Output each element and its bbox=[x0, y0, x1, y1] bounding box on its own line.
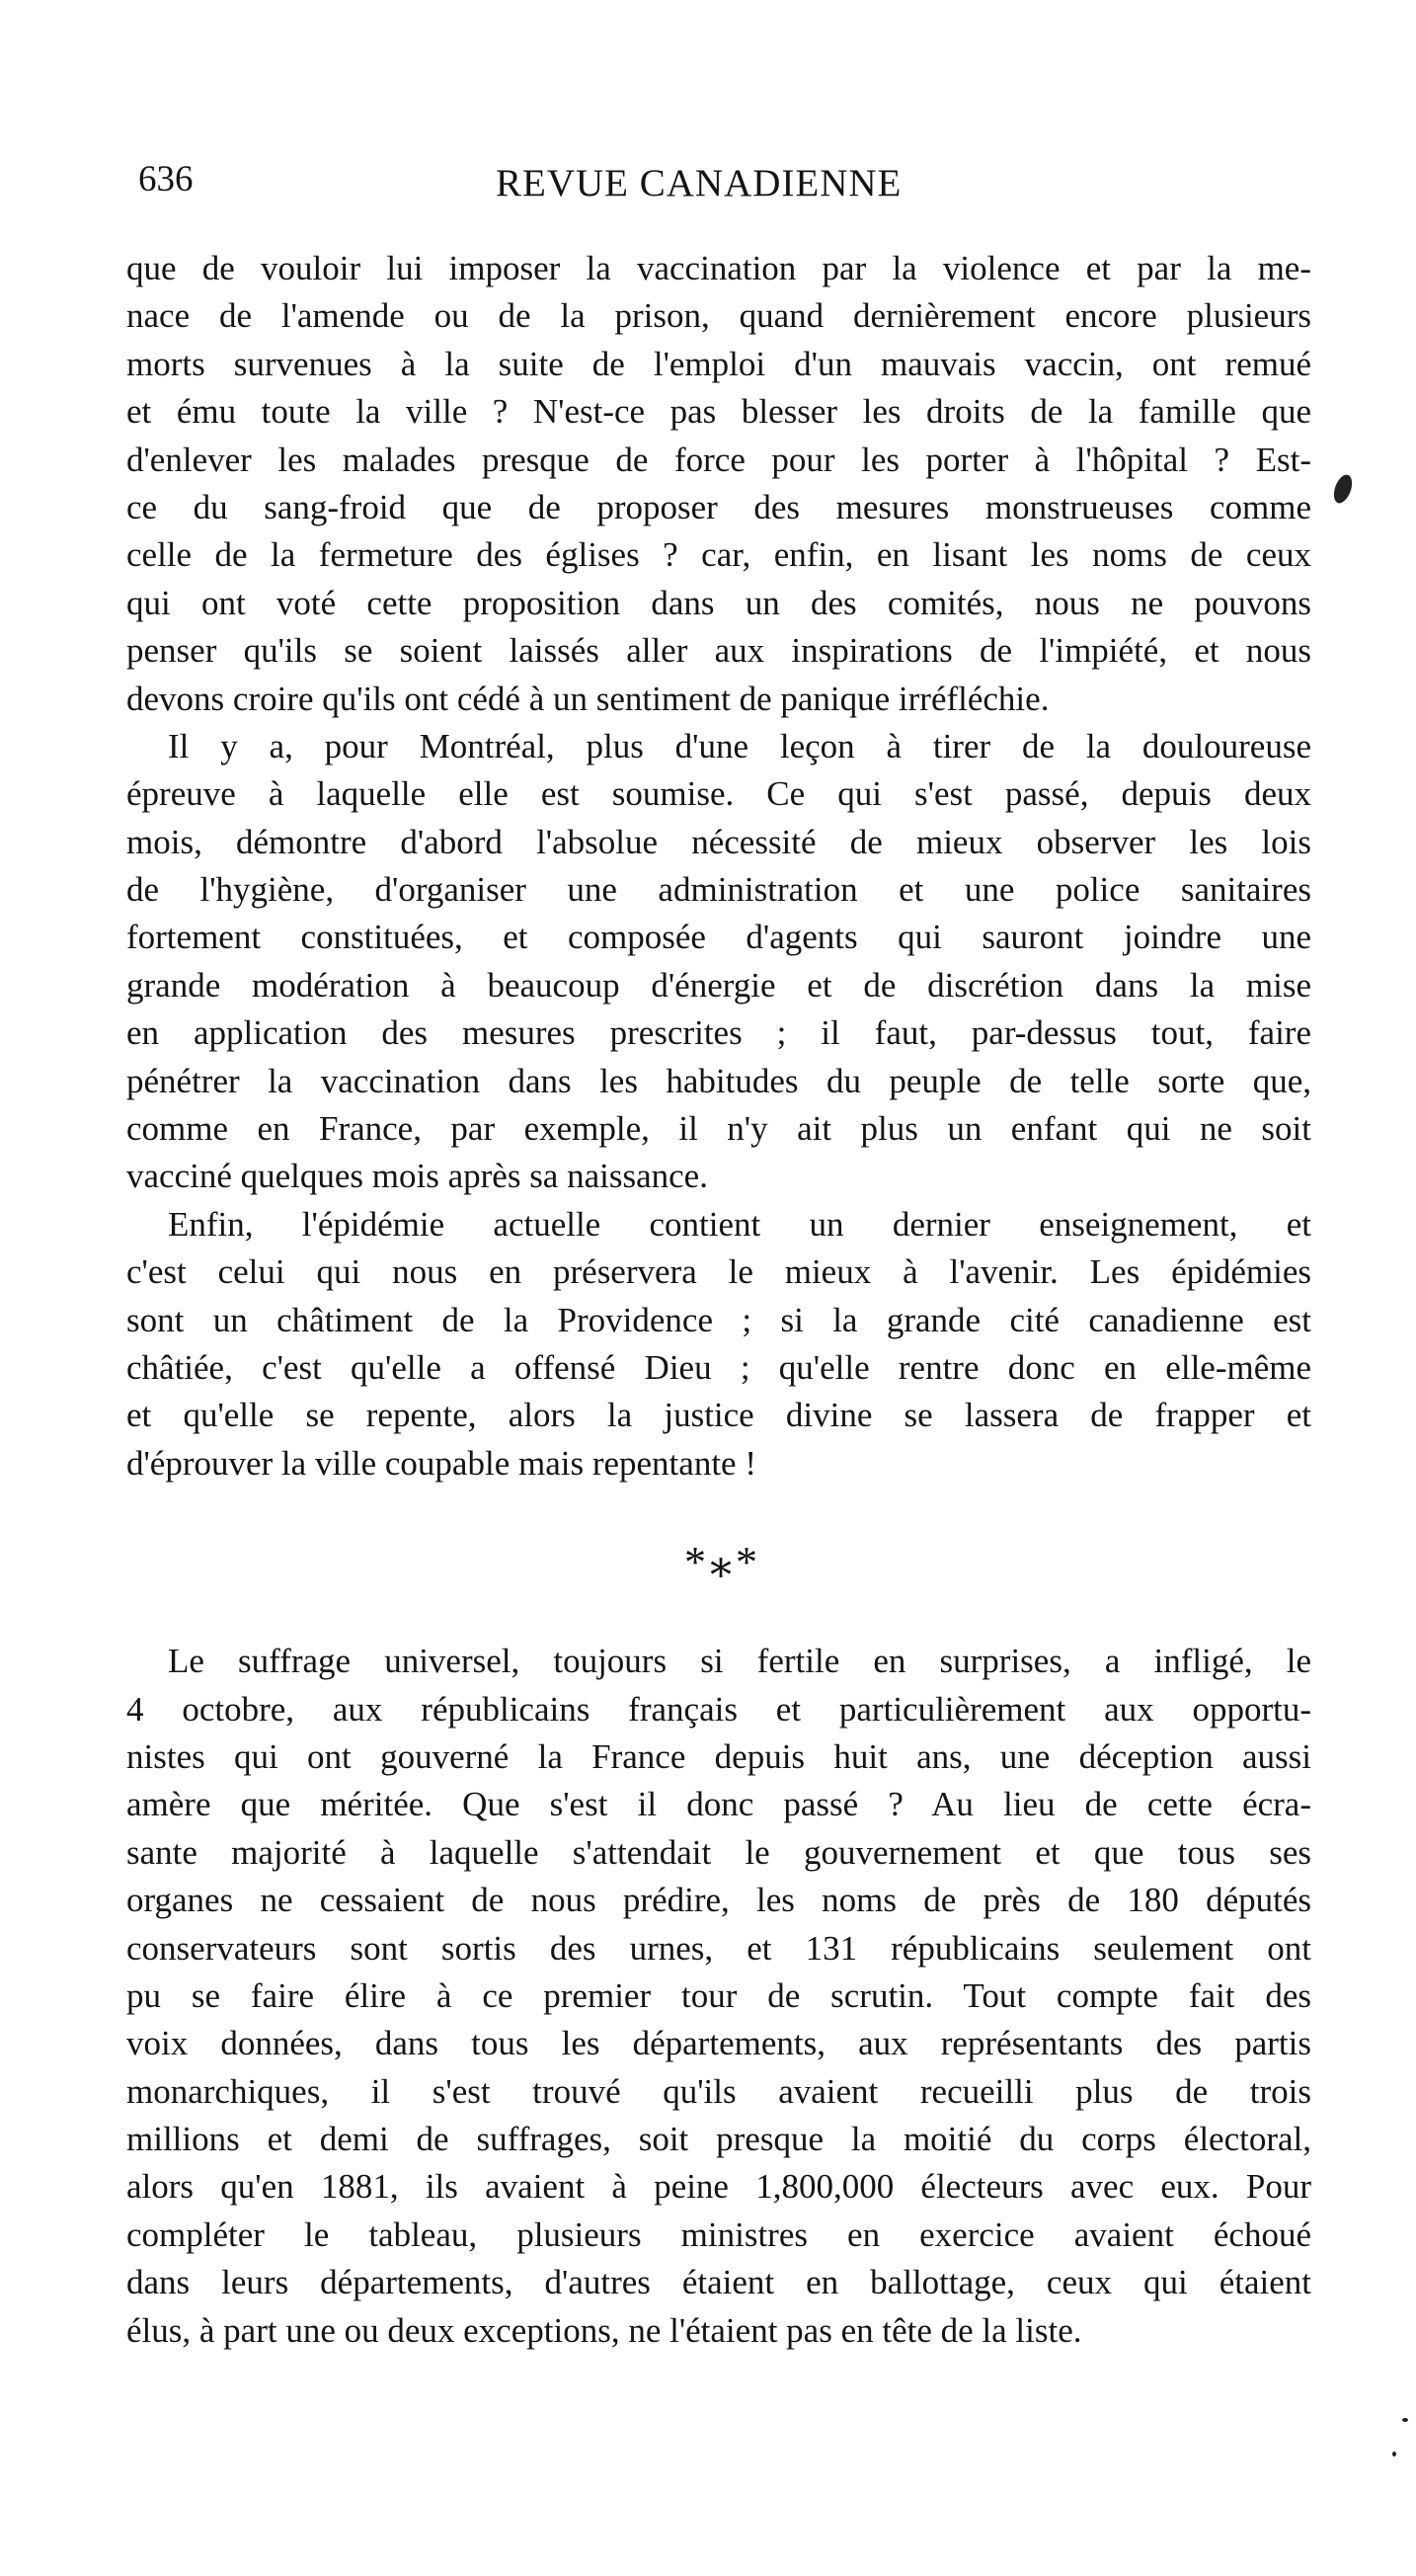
text-line: penser qu'ils se soient laissés aller aux inspirations de l'impiété, et nous bbox=[126, 631, 1311, 671]
text-line: Il y a, pour Montréal, plus d'une leçon à tirer de la douloureuse bbox=[168, 726, 1311, 765]
text-line: mois, démontre d'abord l'absolue nécessité de mieux observer les lois bbox=[126, 822, 1311, 861]
text-line: élus, à part une ou deux exceptions, ne l'étaient pas en tête de la liste. bbox=[126, 2310, 1082, 2350]
text-line: ce du sang-froid que de proposer des mesures monstrueuses comme bbox=[126, 487, 1311, 526]
page-header bbox=[138, 156, 1313, 211]
text-line: grande modération à beaucoup d'énergie et de discrétion dans la mise bbox=[126, 965, 1311, 1005]
text-line: vacciné quelques mois après sa naissance. bbox=[126, 1157, 708, 1196]
body-text bbox=[126, 245, 1311, 2355]
text-line: c'est celui qui nous en préservera le mieux à l'avenir. Les épidémies bbox=[126, 1252, 1311, 1292]
text-line: et qu'elle se repente, alors la justice divine se lassera de frapper et bbox=[126, 1396, 1311, 1435]
text-line: et ému toute la ville ? N'est-ce pas blesser les droits de la famille que bbox=[126, 392, 1311, 432]
text-line: dans leurs départements, d'autres étaient en ballottage, ceux qui étaient bbox=[126, 2263, 1311, 2302]
ink-speck bbox=[1330, 472, 1355, 506]
text-line: monarchiques, il s'est trouvé qu'ils avaient recueilli plus de trois bbox=[126, 2071, 1311, 2111]
running-title: REVUE CANADIENNE bbox=[496, 162, 903, 204]
ink-speck bbox=[1392, 2452, 1396, 2456]
text-line: morts survenues à la suite de l'emploi d'un mauvais vaccin, ont remué bbox=[126, 344, 1311, 383]
asterism: *⁎* bbox=[684, 1538, 761, 1587]
text-line: d'enlever les malades presque de force pour les porter à l'hôpital ? Est- bbox=[126, 440, 1311, 479]
text-line: pénétrer la vaccination dans les habitudes du peuple de telle sorte que, bbox=[126, 1061, 1311, 1100]
text-line: millions et demi de suffrages, soit presque la moitié du corps électoral, bbox=[126, 2120, 1311, 2159]
text-line: organes ne cessaient de nous prédire, les noms de près de 180 députés bbox=[126, 1881, 1311, 1920]
text-line: amère que méritée. Que s'est il donc passé ? Au lieu de cette écra- bbox=[126, 1785, 1311, 1824]
text-line: conservateurs sont sortis des urnes, et 131 républicains seulement ont bbox=[126, 1928, 1311, 1968]
text-after-separator bbox=[126, 1638, 1311, 2355]
text-line: châtiée, c'est qu'elle a offensé Dieu ; qu'elle rentre donc en elle-même bbox=[126, 1347, 1311, 1387]
text-line: 4 octobre, aux républicains français et particulièrement aux opportu- bbox=[126, 1689, 1311, 1729]
text-line: pu se faire élire à ce premier tour de scrutin. Tout compte fait des bbox=[126, 1975, 1311, 2015]
text-line: qui ont voté cette proposition dans un des comités, nous ne pouvons bbox=[126, 583, 1311, 622]
page-number: 636 bbox=[138, 159, 194, 200]
text-line: nistes qui ont gouverné la France depuis huit ans, une déception aussi bbox=[126, 1736, 1311, 1776]
text-line: comme en France, par exemple, il n'y ait plus un enfant qui ne soit bbox=[126, 1109, 1311, 1149]
text-line: voix données, dans tous les départements, aux représentants des partis bbox=[126, 2024, 1311, 2063]
text-line: devons croire qu'ils ont cédé à un sentiment de panique irréfléchie. bbox=[126, 679, 1050, 718]
text-line: alors qu'en 1881, ils avaient à peine 1,800,000 électeurs avec eux. Pour bbox=[126, 2167, 1311, 2207]
text-line: fortement constituées, et composée d'agents qui sauront joindre une bbox=[126, 918, 1311, 957]
text-line: Enfin, l'épidémie actuelle contient un dernier enseignement, et bbox=[168, 1204, 1311, 1244]
text-line: d'éprouver la ville coupable mais repentante ! bbox=[126, 1443, 756, 1483]
text-line: Le suffrage universel, toujours si fertile en surprises, a infligé, le bbox=[168, 1642, 1311, 1681]
text-line: celle de la fermeture des églises ? car, enfin, en lisant les noms de ceux bbox=[126, 535, 1311, 575]
text-line: nace de l'amende ou de la prison, quand dernièrement encore plusieurs bbox=[126, 296, 1311, 336]
text-line: sante majorité à laquelle s'attendait le gouvernement et que tous ses bbox=[126, 1832, 1311, 1872]
text-line: compléter le tableau, plusieurs ministres en exercice avaient échoué bbox=[126, 2214, 1311, 2254]
text-line: sont un châtiment de la Providence ; si la grande cité canadienne est bbox=[126, 1300, 1311, 1339]
section-separator bbox=[126, 1488, 1311, 1638]
text-line: en application des mesures prescrites ; il faut, par-dessus tout, faire bbox=[126, 1013, 1311, 1053]
text-line: épreuve à laquelle elle est soumise. Ce qui s'est passé, depuis deux bbox=[126, 774, 1311, 814]
ink-speck bbox=[1402, 2418, 1408, 2422]
text-before-separator bbox=[126, 245, 1311, 1488]
text-line: de l'hygiène, d'organiser une administration et une police sanitaires bbox=[126, 870, 1311, 910]
text-line: que de vouloir lui imposer la vaccination par la violence et par la me- bbox=[126, 249, 1311, 287]
